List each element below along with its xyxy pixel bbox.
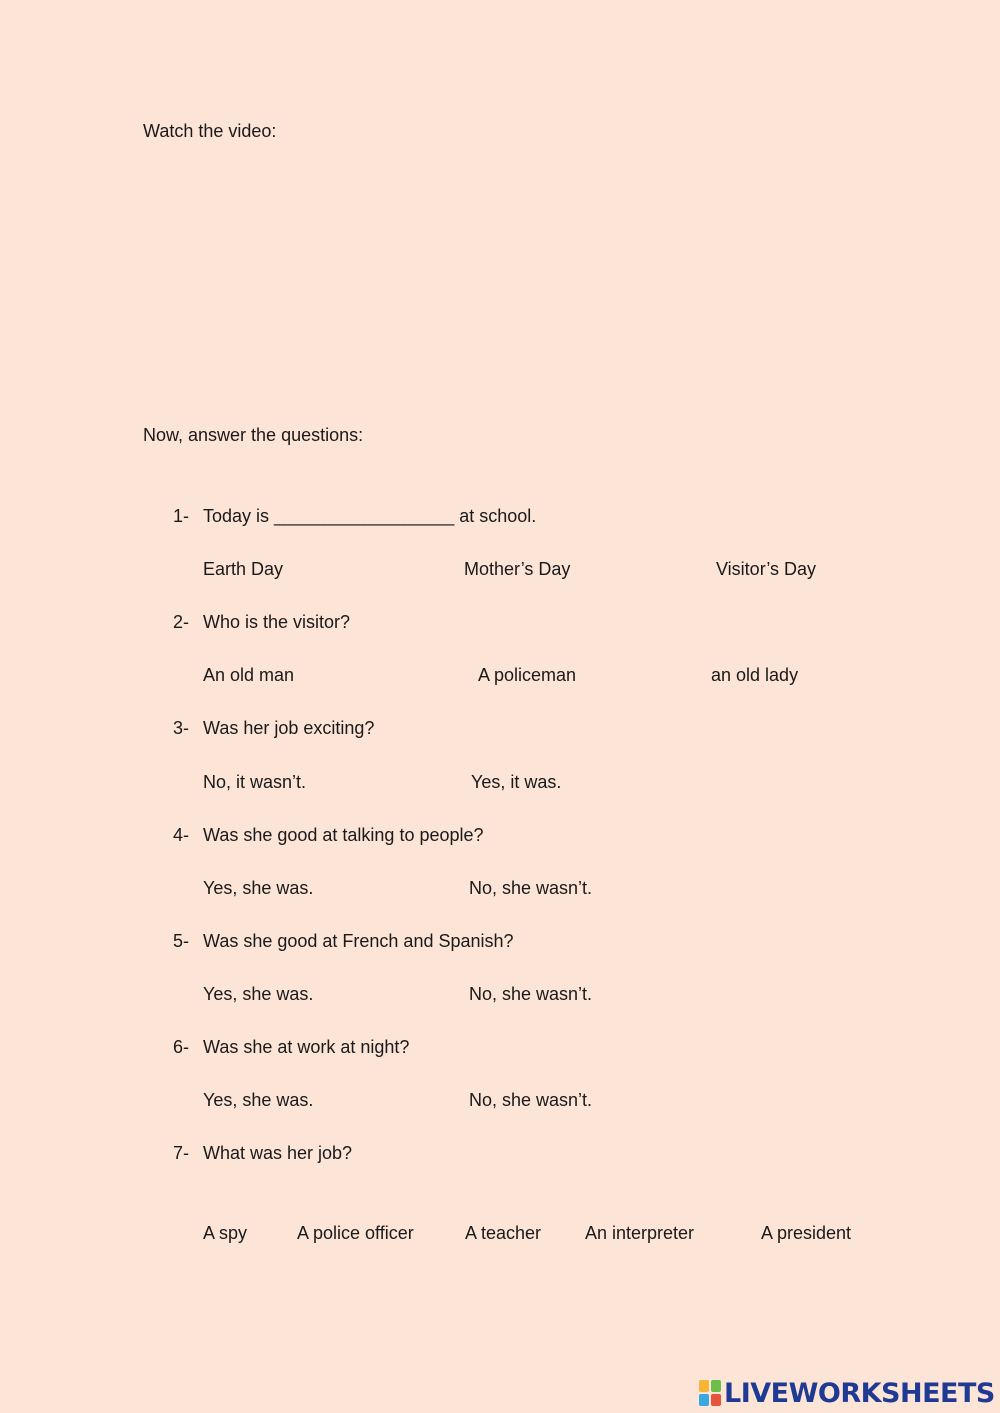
question-text: Was she good at French and Spanish? [203, 931, 514, 951]
logo-square [711, 1380, 721, 1392]
intro-text: Watch the video: [143, 121, 277, 141]
answer-option[interactable]: A teacher [465, 1223, 542, 1243]
question-number: 6- [173, 1037, 190, 1057]
question-number: 1- [173, 506, 190, 526]
question-number: 4- [173, 825, 190, 845]
liveworksheets-logo [698, 1377, 995, 1409]
answer-option[interactable]: Earth Day [203, 559, 284, 579]
answer-option[interactable]: A police officer [297, 1223, 414, 1243]
answer-option[interactable]: No, she wasn’t. [469, 1090, 593, 1110]
answer-option[interactable]: an old lady [711, 665, 799, 685]
answer-option[interactable]: Mother’s Day [464, 559, 571, 579]
answer-option[interactable]: No, she wasn’t. [469, 984, 593, 1004]
logo-square [699, 1380, 709, 1392]
instruction-text: Now, answer the questions: [143, 425, 364, 445]
answer-option[interactable]: Visitor’s Day [716, 559, 817, 579]
question-text: Today is __________________ at school. [203, 506, 537, 526]
question-number: 2- [173, 612, 190, 632]
answer-option[interactable]: A policeman [478, 665, 577, 685]
liveworksheets-logo-icon [698, 1379, 722, 1407]
answer-option[interactable]: No, she wasn’t. [469, 878, 593, 898]
question-text: Was she at work at night? [203, 1037, 410, 1057]
answer-option[interactable]: Yes, it was. [471, 772, 562, 792]
answer-option[interactable]: An interpreter [585, 1223, 695, 1243]
question-text: What was her job? [203, 1143, 353, 1163]
liveworksheets-logo-text: LIVEWORKSHEETS [724, 1377, 995, 1409]
answer-option[interactable]: Yes, she was. [203, 1090, 314, 1110]
answer-option[interactable]: No, it wasn’t. [203, 772, 307, 792]
question-text: Who is the visitor? [203, 612, 351, 632]
answer-option[interactable]: A spy [203, 1223, 248, 1243]
answer-option[interactable]: An old man [203, 665, 295, 685]
answer-option[interactable]: Yes, she was. [203, 878, 314, 898]
logo-square [699, 1394, 709, 1406]
logo-square [711, 1394, 721, 1406]
question-text: Was she good at talking to people? [203, 825, 484, 845]
question-number: 3- [173, 718, 190, 738]
answer-option[interactable]: Yes, she was. [203, 984, 314, 1004]
question-number: 7- [173, 1143, 190, 1163]
question-text: Was her job exciting? [203, 718, 375, 738]
video-placeholder[interactable] [143, 160, 843, 390]
answer-option[interactable]: A president [761, 1223, 852, 1243]
question-number: 5- [173, 931, 190, 951]
